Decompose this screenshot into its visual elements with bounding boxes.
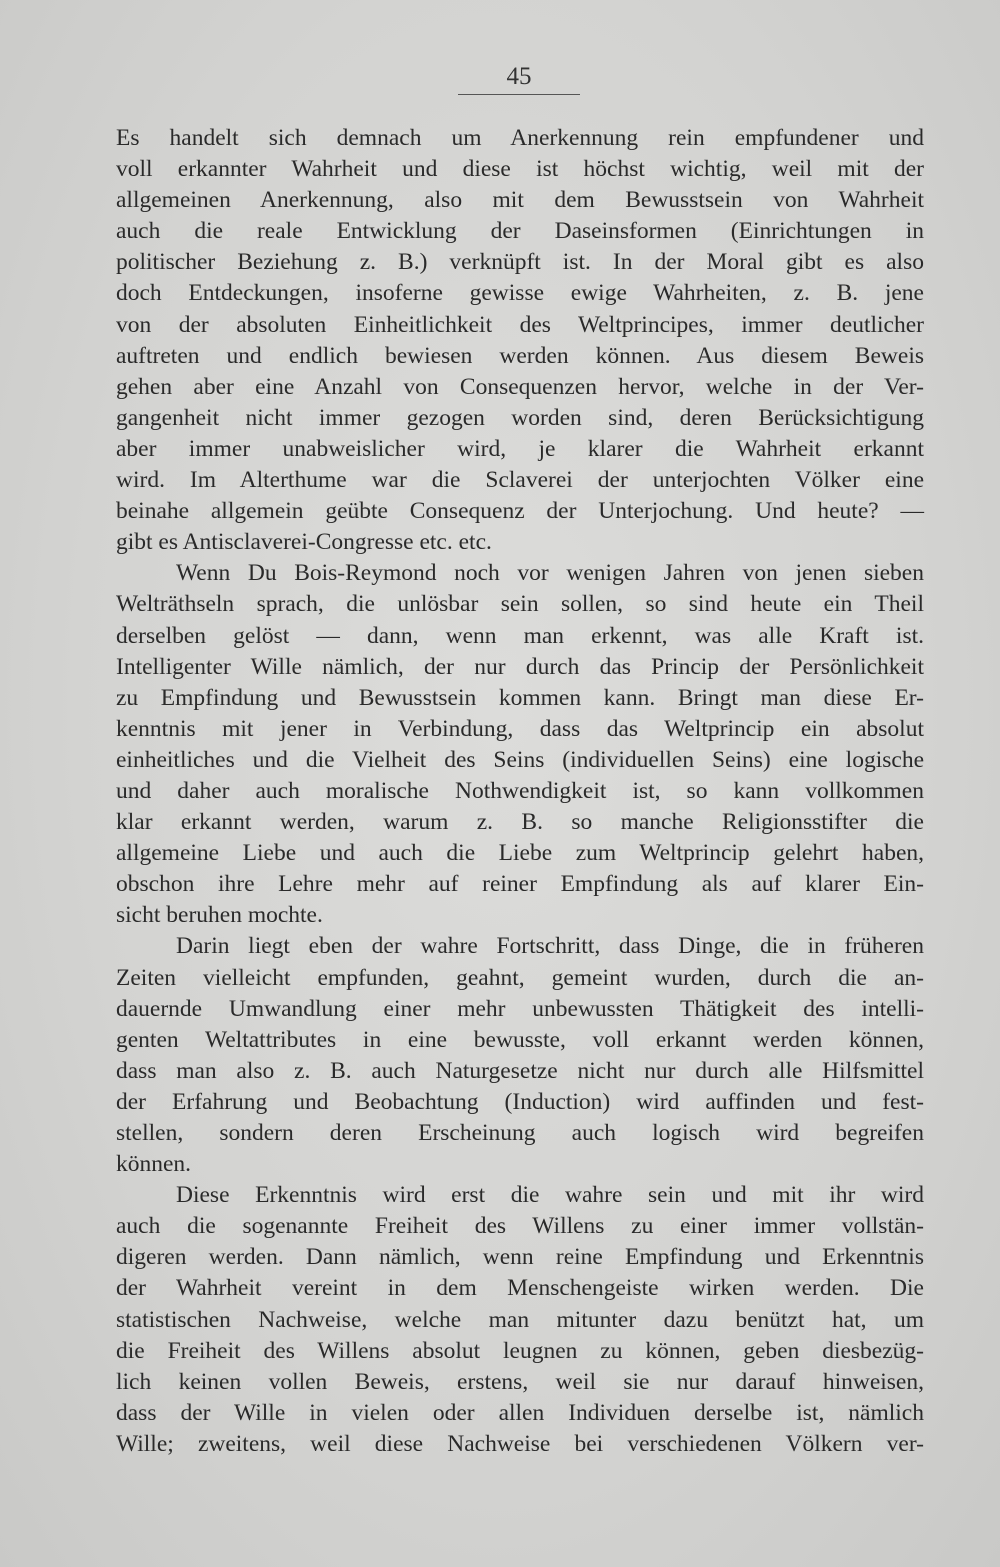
text-line: der Wahrheit vereint in dem Menschengeiste wirken werden. Die bbox=[116, 1275, 924, 1302]
text-line: die Freiheit des Willens absolut leugnen zu können, geben diesbezüg- bbox=[116, 1337, 924, 1364]
text-line: Zeiten vielleicht empfunden, geahnt, gemeint wurden, durch die an- bbox=[116, 964, 924, 991]
paragraph-2 bbox=[116, 558, 924, 931]
text-line: auch die reale Entwicklung der Daseinsformen (Einrichtungen in bbox=[116, 218, 924, 245]
text-line: Intelligenter Wille nämlich, der nur durch das Princip der Persönlichkeit bbox=[116, 653, 924, 680]
paragraph-4 bbox=[116, 1180, 924, 1460]
text-line: dass der Wille in vielen oder allen Individuen derselbe ist, nämlich bbox=[116, 1399, 924, 1426]
text-line: einheitliches und die Vielheit des Seins (individuellen Seins) eine logische bbox=[116, 746, 924, 773]
text-line: derselben gelöst — dann, wenn man erkennt, was alle Kraft ist. bbox=[116, 622, 924, 649]
text-line: gangenheit nicht immer gezogen worden sind, deren Berücksichtigung bbox=[116, 404, 924, 431]
paragraph-3 bbox=[116, 931, 924, 1180]
text-line: Diese Erkenntnis wird erst die wahre sein und mit ihr wird bbox=[176, 1182, 924, 1209]
text-line: wird. Im Alterthume war die Sclaverei der unterjochten Völker eine bbox=[116, 467, 924, 494]
text-line: und daher auch moralische Nothwendigkeit ist, so kann vollkommen bbox=[116, 777, 924, 804]
text-line: aber immer unabweislicher wird, je klarer die Wahrheit erkannt bbox=[116, 435, 924, 462]
text-line: Es handelt sich demnach um Anerkennung rein empfundener und bbox=[116, 125, 924, 151]
text-line: gehen aber eine Anzahl von Consequenzen hervor, welche in der Ver- bbox=[116, 373, 924, 400]
text-line: kenntnis mit jener in Verbindung, dass das Weltprincip ein absolut bbox=[116, 715, 924, 742]
text-line: zu Empfindung und Bewusstsein kommen kann. Bringt man diese Er- bbox=[116, 684, 924, 711]
page-number-rule bbox=[458, 94, 580, 95]
text-line: statistischen Nachweise, welche man mitunter dazu benützt hat, um bbox=[116, 1306, 924, 1333]
text-line: allgemeine Liebe und auch die Liebe zum Weltprincip gelehrt haben, bbox=[116, 840, 924, 867]
text-line: stellen, sondern deren Erscheinung auch logisch wird begreifen bbox=[116, 1120, 924, 1146]
body-text bbox=[116, 123, 924, 1460]
text-line: auch die sogenannte Freiheit des Willens zu einer immer vollstän- bbox=[116, 1213, 924, 1240]
text-line: klar erkannt werden, warum z. B. so manche Religionsstifter die bbox=[116, 809, 924, 836]
text-line: sicht beruhen mochte. bbox=[116, 902, 323, 929]
text-line: gibt es Antisclaverei-Congresse etc. etc. bbox=[116, 529, 492, 556]
text-line: politischer Beziehung z. B.) verknüpft ist. In der Moral gibt es also bbox=[116, 249, 924, 276]
text-line: voll erkannter Wahrheit und diese ist höchst wichtig, weil mit der bbox=[116, 156, 924, 183]
text-line: lich keinen vollen Beweis, erstens, weil sie nur darauf hinweisen, bbox=[116, 1368, 924, 1395]
text-line: Welträthseln sprach, die unlösbar sein sollen, so sind heute ein Theil bbox=[116, 591, 924, 618]
text-line: dauernde Umwandlung einer mehr unbewussten Thätigkeit des intelli- bbox=[116, 995, 924, 1022]
text-line: digeren werden. Dann nämlich, wenn reine Empfindung und Erkenntnis bbox=[116, 1244, 924, 1271]
text-line: obschon ihre Lehre mehr auf reiner Empfindung als auf klarer Ein- bbox=[116, 871, 924, 898]
text-line: allgemeinen Anerkennung, also mit dem Bewusstsein von Wahrheit bbox=[116, 187, 924, 214]
text-line: Wenn Du Bois-Reymond noch vor wenigen Jahren von jenen sieben bbox=[176, 560, 924, 587]
text-line: doch Entdeckungen, insoferne gewisse ewige Wahrheiten, z. B. jene bbox=[116, 280, 924, 307]
text-line: der Erfahrung und Beobachtung (Induction) wird auffinden und fest- bbox=[116, 1088, 924, 1115]
text-line: auftreten und endlich bewiesen werden können. Aus diesem Beweis bbox=[116, 342, 924, 369]
text-line: können. bbox=[116, 1151, 192, 1178]
text-line: genten Weltattributes in eine bewusste, voll erkannt werden können, bbox=[116, 1026, 924, 1053]
page-number: 45 bbox=[506, 63, 532, 90]
text-line: beinahe allgemein geübte Consequenz der Unterjochung. Und heute? — bbox=[116, 498, 924, 525]
paragraph-1 bbox=[116, 123, 924, 558]
text-line: Wille; zweitens, weil diese Nachweise bei verschiedenen Völkern ver- bbox=[116, 1430, 924, 1457]
text-line: dass man also z. B. auch Naturgesetze nicht nur durch alle Hilfsmittel bbox=[116, 1057, 924, 1084]
text-line: von der absoluten Einheitlichkeit des Weltprincipes, immer deutlicher bbox=[116, 311, 924, 338]
text-line: Darin liegt eben der wahre Fortschritt, dass Dinge, die in früheren bbox=[176, 933, 924, 960]
